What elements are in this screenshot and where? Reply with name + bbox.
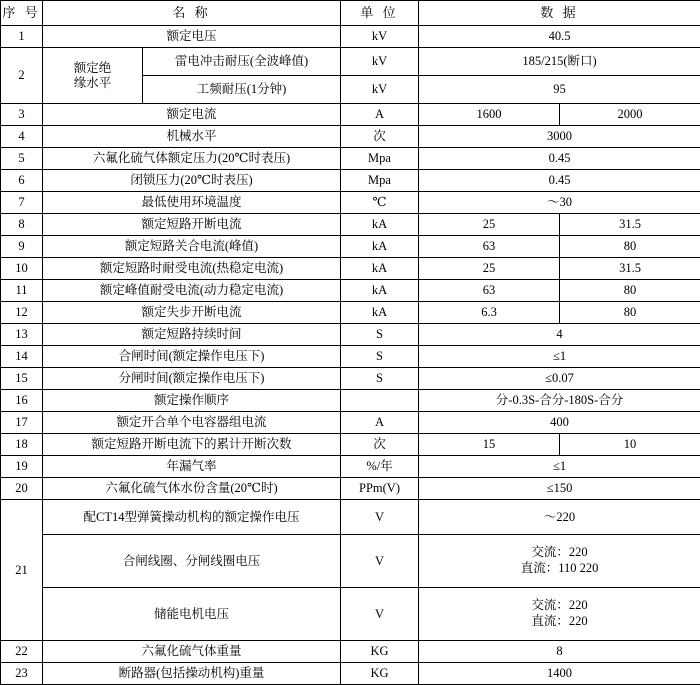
row-unit [341,390,419,412]
table-row [1,500,700,535]
row-unit: Mpa [341,148,419,170]
row-name: 额定峰值耐受电流(动力稳定电流) [43,280,341,302]
header-seq: 序 号 [1,1,43,26]
row-name: 额定操作顺序 [43,390,341,412]
row-name: 六氟化硫气体水份含量(20℃时) [43,478,341,500]
row-data: ≤1 [419,346,700,368]
row-data-left: 1600 [419,104,560,126]
row-seq: 7 [1,192,43,214]
row-seq: 15 [1,368,43,390]
row-data: 1400 [419,663,700,685]
row-data: 185/215(断口) [419,48,700,76]
row-seq: 8 [1,214,43,236]
row-seq: 13 [1,324,43,346]
row-data: 0.45 [419,170,700,192]
table-row [1,258,700,280]
row-seq: 20 [1,478,43,500]
row-unit: Mpa [341,170,419,192]
row-data-right: 80 [560,280,700,302]
table-row [1,456,700,478]
row-seq: 4 [1,126,43,148]
row-name: 额定开合单个电容器组电流 [43,412,341,434]
row-data-right: 10 [560,434,700,456]
row-seq: 23 [1,663,43,685]
row-unit: V [341,588,419,641]
table-row [1,434,700,456]
row-seq: 11 [1,280,43,302]
table-row [1,368,700,390]
row-data-left: 15 [419,434,560,456]
row-data-right: 2000 [560,104,700,126]
row-name: 额定短路开断电流 [43,214,341,236]
row-unit: kA [341,214,419,236]
row-data-left: 25 [419,214,560,236]
table-row [1,588,700,641]
row-seq: 5 [1,148,43,170]
table-header-row [1,1,700,26]
table-row [1,641,700,663]
row-seq: 16 [1,390,43,412]
row-unit: KG [341,663,419,685]
row-name: 六氟化硫气体重量 [43,641,341,663]
row-unit: kA [341,280,419,302]
row-data: 4 [419,324,700,346]
row-seq: 14 [1,346,43,368]
row-group-label-line1: 额定绝 [43,61,142,75]
table-row [1,170,700,192]
table-row [1,302,700,324]
row-name: 断路器(包括操动机构)重量 [43,663,341,685]
table-row [1,126,700,148]
row-data-left: 25 [419,258,560,280]
row-group-label-line2: 缘水平 [43,76,142,90]
row-unit: V [341,535,419,588]
row-name: 额定短路关合电流(峰值) [43,236,341,258]
row-unit: kA [341,302,419,324]
row-subname: 配CT14型弹簧操动机构的额定操作电压 [43,500,341,535]
row-name: 闭锁压力(20℃时表压) [43,170,341,192]
row-data: 0.45 [419,148,700,170]
row-seq: 17 [1,412,43,434]
row-unit: V [341,500,419,535]
row-unit: A [341,104,419,126]
table-row [1,324,700,346]
row-data: ≤0.07 [419,368,700,390]
row-name: 最低使用环境温度 [43,192,341,214]
table-row [1,214,700,236]
row-data-line1: 交流：220 [419,598,700,614]
row-data-right: 31.5 [560,214,700,236]
row-seq: 9 [1,236,43,258]
row-name: 额定短路时耐受电流(热稳定电流) [43,258,341,280]
row-data-line1: 交流：220 [419,545,700,561]
row-data-line2: 直流：110 220 [419,561,700,577]
row-data: 400 [419,412,700,434]
table-row [1,236,700,258]
row-unit: kV [341,76,419,104]
row-seq: 1 [1,26,43,48]
row-data-right: 31.5 [560,258,700,280]
row-unit: PPm(V) [341,478,419,500]
table-row [1,478,700,500]
table-row [1,104,700,126]
row-data-line2: 直流：220 [419,614,700,630]
row-name: 额定电压 [43,26,341,48]
header-name: 名 称 [43,1,341,26]
row-data-right: 80 [560,236,700,258]
row-data: 40.5 [419,26,700,48]
row-unit: A [341,412,419,434]
row-name: 年漏气率 [43,456,341,478]
row-data-left: 6.3 [419,302,560,324]
row-seq: 18 [1,434,43,456]
row-data: 8 [419,641,700,663]
table-row [1,346,700,368]
header-data: 数 据 [419,1,700,26]
row-data: 分-0.3S-合分-180S-合分 [419,390,700,412]
row-seq: 10 [1,258,43,280]
row-unit: S [341,324,419,346]
row-data [419,535,700,588]
row-group-label [43,48,143,104]
row-name: 机械水平 [43,126,341,148]
row-unit: KG [341,641,419,663]
row-seq: 12 [1,302,43,324]
row-name: 分闸时间(额定操作电压下) [43,368,341,390]
row-unit: kV [341,48,419,76]
row-seq: 22 [1,641,43,663]
table-row [1,412,700,434]
row-subname: 雷电冲击耐压(全波峰值) [143,48,341,76]
row-unit: kV [341,26,419,48]
row-data: ≤1 [419,456,700,478]
row-unit: S [341,368,419,390]
row-subname: 储能电机电压 [43,588,341,641]
table-row [1,280,700,302]
row-data: ～30 [419,192,700,214]
row-data: 3000 [419,126,700,148]
row-name: 额定短路开断电流下的累计开断次数 [43,434,341,456]
row-data-right: 80 [560,302,700,324]
row-data: ～220 [419,500,700,535]
header-unit: 单 位 [341,1,419,26]
table-row [1,390,700,412]
table-row [1,148,700,170]
row-subname: 合闸线圈、分闸线圈电压 [43,535,341,588]
row-seq: 3 [1,104,43,126]
row-seq: 21 [1,500,43,641]
row-data: ≤150 [419,478,700,500]
row-name: 额定电流 [43,104,341,126]
row-seq: 2 [1,48,43,104]
row-data-left: 63 [419,236,560,258]
table-row [1,26,700,48]
row-subname: 工频耐压(1分钟) [143,76,341,104]
row-unit: kA [341,236,419,258]
table-row [1,535,700,588]
row-unit: %/年 [341,456,419,478]
table-row [1,48,700,76]
row-name: 六氟化硫气体额定压力(20℃时表压) [43,148,341,170]
row-name: 额定失步开断电流 [43,302,341,324]
row-unit: 次 [341,434,419,456]
row-data: 95 [419,76,700,104]
row-unit: kA [341,258,419,280]
row-seq: 6 [1,170,43,192]
row-data [419,588,700,641]
row-data-left: 63 [419,280,560,302]
row-unit: S [341,346,419,368]
row-unit: ℃ [341,192,419,214]
table-row [1,663,700,685]
row-name: 合闸时间(额定操作电压下) [43,346,341,368]
row-name: 额定短路持续时间 [43,324,341,346]
table-row [1,192,700,214]
row-unit: 次 [341,126,419,148]
row-seq: 19 [1,456,43,478]
